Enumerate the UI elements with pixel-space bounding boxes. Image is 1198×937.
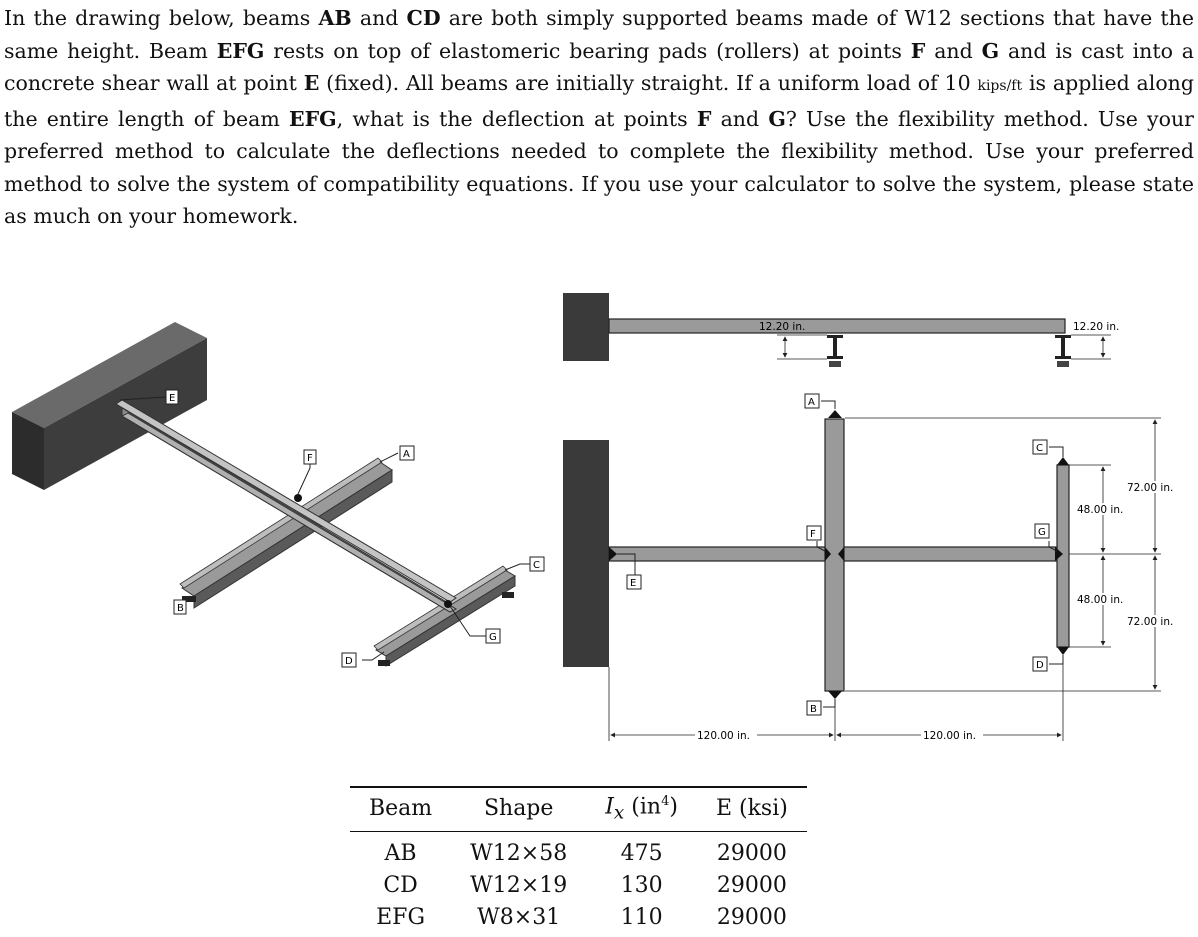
table-row <box>350 831 807 870</box>
plan-view <box>563 410 1069 699</box>
support-f-elevation <box>827 335 843 367</box>
text-run: (fixed). All beams are initially straight. If a uniform load of 10 <box>319 71 978 95</box>
table-row <box>350 870 807 902</box>
cell-ix: 475 <box>620 840 663 866</box>
table-header-row <box>350 787 807 831</box>
svg-text:F: F <box>307 453 313 464</box>
text-run: In the drawing below, beams <box>4 6 319 30</box>
cell-beam: AB <box>384 840 417 866</box>
header-e: E (ksi) <box>715 796 788 822</box>
point-e-ref: E <box>303 71 320 95</box>
text-run: and <box>351 6 407 30</box>
text-run: and <box>925 38 982 63</box>
label-c-3d <box>530 557 544 571</box>
svg-text:E: E <box>169 393 176 404</box>
cell-e: 29000 <box>716 872 787 898</box>
svg-text:C: C <box>533 560 540 571</box>
svg-text:B: B <box>810 704 817 715</box>
svg-text:E: E <box>630 578 637 589</box>
svg-text:A: A <box>808 397 815 408</box>
point-f-ref: F <box>696 106 712 131</box>
problem-statement <box>4 2 1194 233</box>
beam-ab-ref: AB <box>318 6 352 30</box>
isometric-beam-figure <box>0 300 560 690</box>
dim-cg: 48.00 in. <box>1077 504 1124 516</box>
dim-bottom-total: 72.00 in. <box>1127 616 1174 628</box>
label-g-plan <box>1035 524 1049 538</box>
text-run: , what is the deflection at points <box>336 106 697 131</box>
support-g-elevation <box>1055 335 1071 367</box>
header-shape: Shape <box>483 796 554 822</box>
cell-e: 29000 <box>716 840 787 866</box>
load-unit: kips/ft <box>977 78 1023 94</box>
svg-text:F: F <box>810 529 816 540</box>
cell-shape: W12×19 <box>470 872 568 898</box>
dim-top-total: 72.00 in. <box>1127 482 1174 494</box>
svg-text:B: B <box>177 603 184 614</box>
header-ix: $I_x$ $(in^4)$ <box>605 794 678 824</box>
dim-elevation-left: 12.20 in. <box>759 321 806 333</box>
label-a-plan <box>805 394 819 408</box>
beam-efg-ref: EFG <box>216 38 265 63</box>
table-row <box>350 902 807 934</box>
label-c-plan <box>1033 440 1047 454</box>
svg-text:D: D <box>345 656 353 667</box>
point-g-ref: G <box>981 38 1000 63</box>
svg-text:G: G <box>1038 527 1046 538</box>
svg-text:C: C <box>1036 443 1043 454</box>
cell-ix: 110 <box>620 904 663 930</box>
svg-text:D: D <box>1036 660 1044 671</box>
text-run: ? Use the flexibility method. Use your preferred method to calculate the deflections needed to complete the flexibility method. Use your preferred method to solve the system of compatibility equations. If you use your calculator to solve the system, please state as much on your homework. <box>4 106 1194 228</box>
label-f-3d <box>304 450 316 464</box>
shear-wall-3d <box>12 322 207 490</box>
label-b-plan <box>807 701 821 715</box>
dim-fg: 120.00 in. <box>923 730 976 742</box>
label-e-plan <box>627 575 641 589</box>
label-g-3d <box>486 629 500 643</box>
text-run: and <box>711 106 769 131</box>
cell-ix: 130 <box>620 872 663 898</box>
label-a-3d <box>400 446 414 460</box>
svg-text:A: A <box>403 449 410 460</box>
dim-ef: 120.00 in. <box>697 730 750 742</box>
label-b-3d <box>174 600 186 614</box>
beam-ab-3d <box>180 458 392 608</box>
cell-beam: CD <box>383 872 418 898</box>
label-d-3d <box>342 653 356 667</box>
text-run: is applied along the entire length of beam <box>4 71 1194 131</box>
point-f-ref: F <box>910 38 926 63</box>
cell-shape: W8×31 <box>477 904 561 930</box>
svg-text:G: G <box>489 632 497 643</box>
elevation-view <box>563 293 1119 367</box>
beam-efg-ref: EFG <box>288 106 337 131</box>
label-f-plan <box>807 526 821 540</box>
cell-e: 29000 <box>716 904 787 930</box>
text-run: are both simply supported beams made of W12 sections that have the same height. Beam <box>4 6 1194 63</box>
beam-cd-3d <box>374 566 515 666</box>
text-run: rests on top of elastomeric bearing pads (rollers) at points <box>264 38 911 63</box>
label-d-plan <box>1033 657 1047 671</box>
text-run: and is cast into a concrete shear wall at point <box>4 38 1194 95</box>
beam-properties-table <box>350 786 807 934</box>
beam-efg-3d <box>116 400 456 612</box>
label-e-3d <box>166 390 178 404</box>
header-beam: Beam <box>369 796 433 822</box>
beam-cd-ref: CD <box>406 6 441 30</box>
cell-beam: EFG <box>376 904 426 930</box>
plan-view-figure <box>555 285 1195 765</box>
dim-elevation-right: 12.20 in. <box>1073 321 1120 333</box>
point-g-ref: G <box>768 106 786 131</box>
dim-gd: 48.00 in. <box>1077 594 1124 606</box>
cell-shape: W12×58 <box>470 840 568 866</box>
